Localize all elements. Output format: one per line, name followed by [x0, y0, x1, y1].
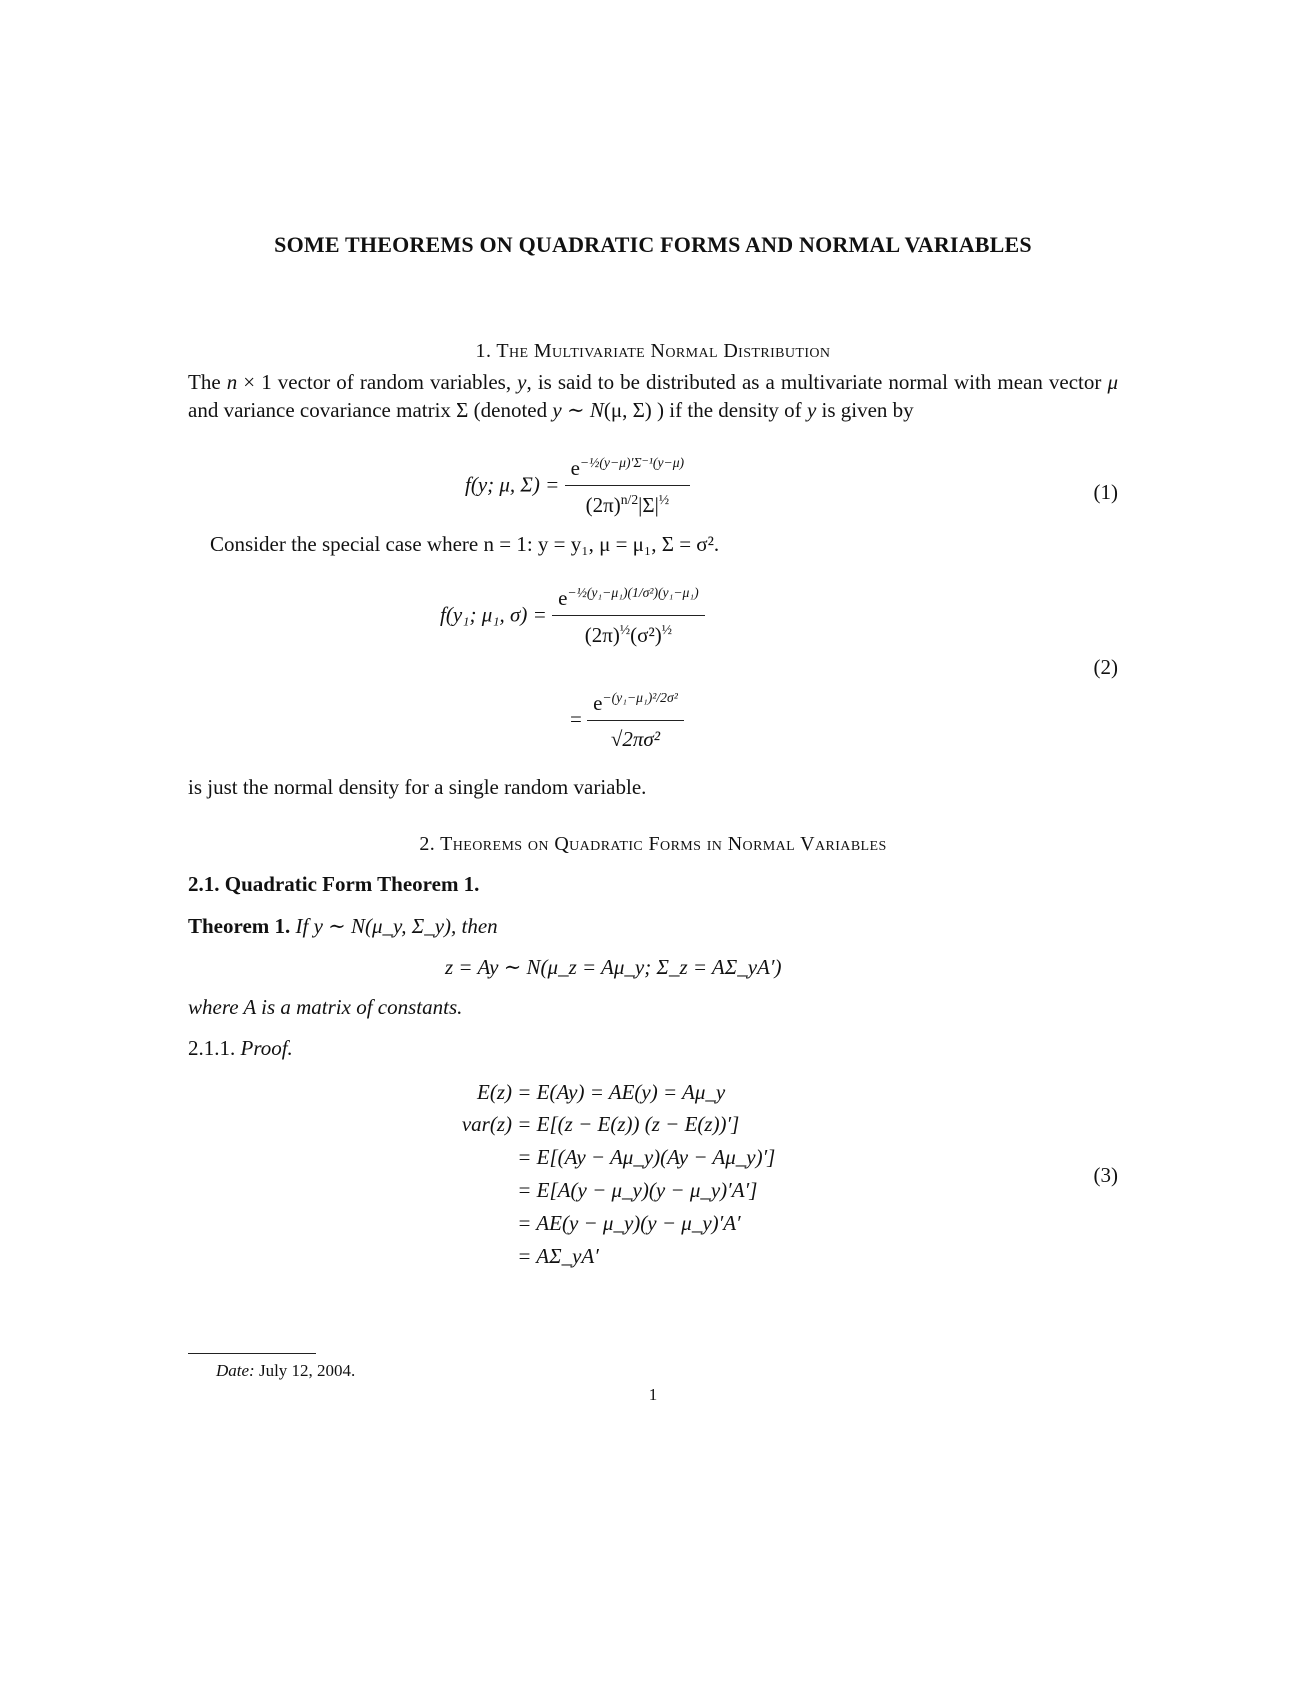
paper-title: SOME THEOREMS ON QUADRATIC FORMS AND NORMAL VARIABLES [274, 232, 1032, 257]
equation-2b-numerator [587, 690, 684, 720]
exp-base: e [593, 691, 603, 715]
den-part: |Σ| [638, 493, 659, 517]
page-number: 1 [648, 1385, 658, 1404]
proof-line-lhs: var(z) [461, 1112, 512, 1136]
intro-math: y [552, 398, 562, 422]
theorem-where-text: where A is a matrix of constants. [188, 995, 463, 1019]
exp-power: −½(y₁−μ₁)(1/σ²)(y₁−μ₁) [567, 585, 699, 600]
intro-text: (μ, Σ) ) if the density of [603, 398, 807, 422]
proof-heading [188, 1036, 293, 1061]
den-part: (2π) [585, 493, 621, 517]
equation-2b-equals: = [570, 706, 582, 731]
equation-2b [570, 690, 684, 752]
exp-power: −½(y−μ)′Σ⁻¹(y−μ) [579, 455, 685, 470]
equation-2b-denominator: √2πσ² [587, 720, 684, 752]
equation-1-denominator [565, 485, 691, 518]
intro-text: and variance covariance matrix Σ (denoted [188, 398, 553, 422]
equation-1 [465, 455, 690, 518]
proof-line [430, 1112, 739, 1137]
theorem-body: If y ∼ N(μ_y, Σ_y), then [295, 914, 498, 938]
footnote-label: Date: [216, 1361, 255, 1380]
proof-line [430, 1211, 741, 1236]
equation-2-fraction [552, 585, 705, 648]
den-part: (2π) [584, 623, 620, 647]
section-2-heading: 2. Theorems on Quadratic Forms in Normal Variables [419, 833, 887, 855]
intro-math: n [226, 370, 238, 394]
proof-label: Proof. [240, 1036, 293, 1060]
proof-line [430, 1178, 757, 1203]
proof-line-rhs: = E[(z − E(z)) (z − E(z))′] [517, 1112, 740, 1136]
equation-3-number: (3) [1093, 1163, 1118, 1187]
section-1-heading: 1. The Multivariate Normal Distribution [475, 340, 831, 362]
theorem-label: Theorem 1. [188, 914, 291, 938]
equation-2 [440, 585, 705, 648]
equation-2b-fraction [587, 690, 684, 752]
equation-1-numerator [565, 455, 691, 485]
proof-number: 2.1.1. [188, 1036, 236, 1060]
equation-1-fraction [565, 455, 691, 518]
den-power: n/2 [620, 492, 639, 507]
footnote-text: July 12, 2004. [254, 1361, 356, 1380]
proof-line-rhs: = AΣ_yA′ [517, 1244, 599, 1268]
equation-1-lhs: f(y; μ, Σ) = [465, 472, 560, 497]
den-power: ½ [661, 622, 672, 637]
intro-math: N [589, 398, 604, 422]
proof-line-rhs: = E[A(y − μ_y)(y − μ_y)′A′] [517, 1178, 758, 1202]
special-case-line: Consider the special case where n = 1: y = y₁, μ = μ₁, Σ = σ². [210, 532, 720, 556]
intro-text: The [188, 370, 227, 394]
theorem-1 [188, 914, 498, 939]
intro-math: y [806, 398, 817, 422]
proof-line-rhs: = E(Ay) = AE(y) = Aμ_y [517, 1080, 726, 1104]
equation-2-number: (2) [1093, 655, 1118, 679]
intro-text: × 1 vector of random variables, [237, 370, 518, 394]
exp-base: e [570, 456, 580, 480]
proof-line [430, 1145, 775, 1170]
intro-text: , is said to be distributed as a multivariate normal with mean vector [526, 370, 1108, 394]
intro-math: y [517, 370, 527, 394]
subsection-2-1-heading: 2.1. Quadratic Form Theorem 1. [188, 872, 480, 896]
proof-line-rhs: = E[(Ay − Aμ_y)(Ay − Aμ_y)′] [517, 1145, 776, 1169]
theorem-equation: z = Ay ∼ N(μ_z = Aμ_y; Σ_z = AΣ_yA′) [445, 955, 782, 979]
proof-line [430, 1080, 725, 1105]
equation-2-lhs: f(y₁; μ₁, σ) = [440, 602, 547, 627]
exp-power: −(y₁−μ₁)²/2σ² [602, 690, 678, 705]
footnote [216, 1361, 355, 1381]
proof-line-lhs: E(z) [477, 1080, 512, 1104]
theorem-where [188, 995, 462, 1020]
den-power: ½ [619, 622, 631, 637]
section-1-closing: is just the normal density for a single random variable. [188, 775, 647, 799]
footnote-rule [188, 1353, 316, 1354]
intro-math: μ [1107, 370, 1118, 394]
intro-text: ∼ [561, 398, 590, 422]
proof-line [430, 1244, 599, 1269]
den-part: (σ²) [630, 623, 662, 647]
equation-2-numerator [552, 585, 705, 615]
intro-text: is given by [816, 398, 914, 422]
exp-base: e [558, 586, 568, 610]
proof-line-rhs: = AE(y − μ_y)(y − μ_y)′A′ [517, 1211, 741, 1235]
equation-1-number: (1) [1093, 480, 1118, 504]
section-1-intro [188, 368, 1118, 424]
equation-2-denominator [552, 615, 705, 648]
den-power: ½ [658, 492, 670, 507]
